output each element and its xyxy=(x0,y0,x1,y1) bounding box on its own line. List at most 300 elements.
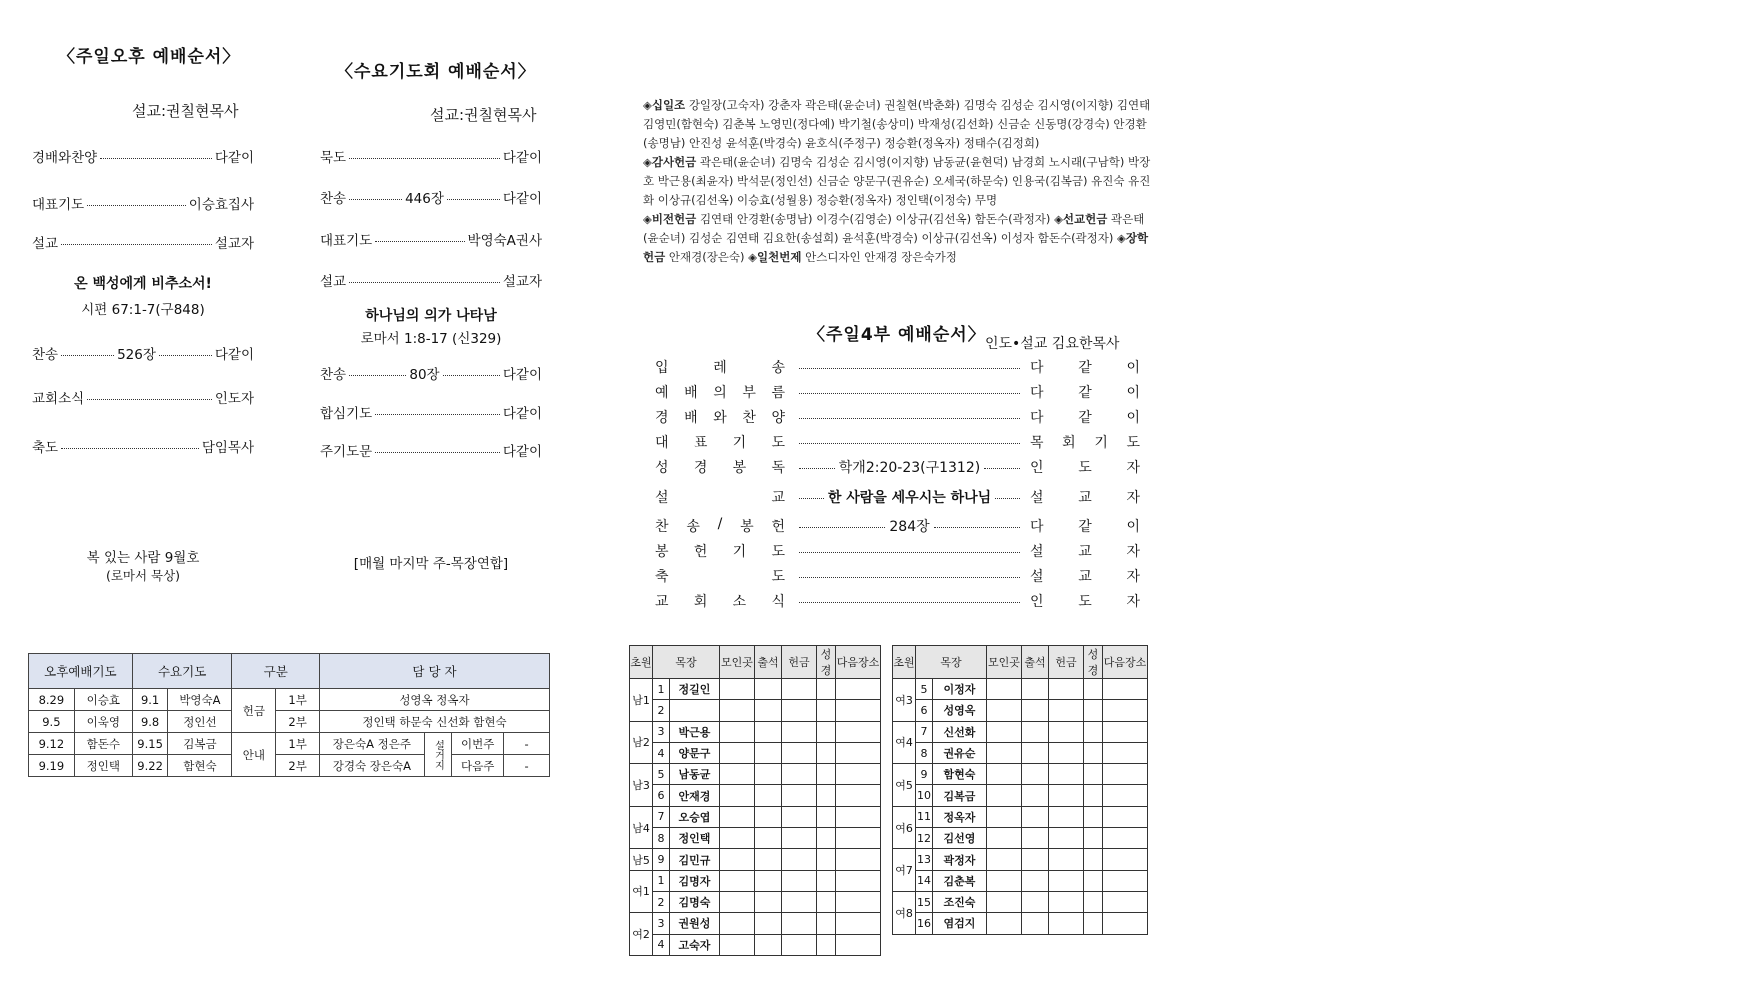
entry-cell[interactable] xyxy=(1084,764,1103,785)
name-cell: 오승엽 xyxy=(670,806,720,827)
table-header xyxy=(630,646,881,679)
entry-cell[interactable] xyxy=(1022,913,1049,934)
wednesday-preacher: 설교:권칠현목사 xyxy=(430,106,537,124)
entry-cell[interactable] xyxy=(836,870,881,891)
number-cell: 13 xyxy=(916,849,933,870)
entry-cell[interactable] xyxy=(720,913,755,934)
entry-cell[interactable] xyxy=(1049,785,1084,806)
table-row xyxy=(630,934,881,955)
table-row xyxy=(630,700,881,721)
entry-cell[interactable] xyxy=(987,679,1022,700)
name-cell: 김명숙 xyxy=(670,891,720,912)
cell: - xyxy=(504,733,550,755)
offering-names: 김연태 안경환(송명남) 이경수(김영순) 이상규(김선옥) 함돈수(곽정자) xyxy=(699,212,1051,226)
offering-names: 안스디자인 안재경 장은숙가정 xyxy=(805,250,957,264)
cell: 정인택 하문숙 신선화 함현숙 xyxy=(319,711,549,733)
entry-cell[interactable] xyxy=(755,934,782,955)
entry-cell[interactable] xyxy=(720,679,755,700)
entry-cell[interactable] xyxy=(755,913,782,934)
sunday-pm-item: 대표기도 이승효집사 xyxy=(32,197,254,213)
number-cell: 2 xyxy=(653,700,670,721)
entry-cell[interactable] xyxy=(1084,679,1103,700)
cell: 9.1 xyxy=(132,689,168,711)
sunday4-row xyxy=(655,407,1140,427)
table-row xyxy=(893,742,1148,763)
entry-cell[interactable] xyxy=(1103,700,1148,721)
name-cell: 곽정자 xyxy=(933,849,987,870)
sunday-pm-sermon-ref: 시편 67:1-7(구848) xyxy=(81,302,205,318)
wednesday-title: 〈수요기도회 예배순서〉 xyxy=(336,62,536,82)
name-cell: 남동균 xyxy=(670,764,720,785)
entry-cell[interactable] xyxy=(987,785,1022,806)
entry-cell[interactable] xyxy=(1022,828,1049,849)
cell: 박영숙A xyxy=(168,689,232,711)
sunday4-title: 〈주일4부 예배순서〉 xyxy=(808,325,986,345)
entry-cell[interactable] xyxy=(987,891,1022,912)
header-cell: 다음장소 xyxy=(836,646,881,679)
group-cell: 남1 xyxy=(630,679,653,722)
table-row xyxy=(630,785,881,806)
table-header xyxy=(29,654,550,689)
entry-cell[interactable] xyxy=(987,913,1022,934)
entry-cell[interactable] xyxy=(782,721,817,742)
entry-cell[interactable] xyxy=(1049,721,1084,742)
sunday4-leader: 인도•설교 김요한목사 xyxy=(985,336,1120,352)
offering-label: ◈감사헌금 xyxy=(643,155,697,169)
offering-label: ◈십일조 xyxy=(643,98,686,112)
sunday4-item-person: 인 도 자 xyxy=(1030,594,1140,610)
sunday4-item-person: 설 교 자 xyxy=(1030,544,1140,560)
entry-cell[interactable] xyxy=(1084,785,1103,806)
entry-cell[interactable] xyxy=(1022,742,1049,763)
entry-cell[interactable] xyxy=(755,891,782,912)
entry-cell[interactable] xyxy=(1084,891,1103,912)
header-cell: 담 당 자 xyxy=(319,654,549,689)
sunday4-item-detail xyxy=(799,580,1020,581)
table-row xyxy=(893,700,1148,721)
table-row xyxy=(29,733,550,755)
cell: 정인택 xyxy=(74,755,132,777)
sunday4-item-label: 경 배 와 찬 양 xyxy=(655,410,785,426)
sunday4-row xyxy=(655,591,1140,611)
cell: 9.19 xyxy=(29,755,75,777)
header-cell: 출석 xyxy=(755,646,782,679)
entry-cell[interactable] xyxy=(1022,721,1049,742)
entry-cell[interactable] xyxy=(1022,679,1049,700)
offering-names: 곽은태(윤순녀) 김명숙 김성순 김시영(이지향) 남동균(윤현덕) 남경희 노시래(구남학) 박장호 박근용(최윤자) 박석문(정인선) 신금순 양문구(권유순) 오세국(하문숙) 인용국(김복금) 유진숙 유진화 이상규(김선옥) 이승효(성월용) 정승환(정옥자) 정인택(이정숙) 무명 xyxy=(643,155,1151,207)
name-cell: 정옥자 xyxy=(933,806,987,827)
group-cell: 남4 xyxy=(630,806,653,849)
number-cell: 5 xyxy=(916,679,933,700)
entry-cell[interactable] xyxy=(1084,700,1103,721)
entry-cell[interactable] xyxy=(720,785,755,806)
name-cell: 박근용 xyxy=(670,721,720,742)
table-row xyxy=(630,721,881,742)
cell: 이승효 xyxy=(74,689,132,711)
entry-cell[interactable] xyxy=(720,700,755,721)
entry-cell[interactable] xyxy=(817,700,836,721)
cell: 9.5 xyxy=(29,711,75,733)
entry-cell[interactable] xyxy=(1022,806,1049,827)
entry-cell[interactable] xyxy=(755,828,782,849)
header-cell: 목장 xyxy=(916,646,987,679)
table-row xyxy=(29,689,550,711)
entry-cell[interactable] xyxy=(1022,891,1049,912)
table-row xyxy=(893,828,1148,849)
entry-cell[interactable] xyxy=(987,806,1022,827)
group-cell: 남3 xyxy=(630,764,653,807)
entry-cell[interactable] xyxy=(836,764,881,785)
entry-cell[interactable] xyxy=(755,849,782,870)
wednesday-item: 찬송 80장 다같이 xyxy=(320,367,543,383)
sunday4-item-label: 성 경 봉 독 xyxy=(655,460,785,476)
sunday4-item-label: 설 교 xyxy=(655,490,785,506)
table-header xyxy=(893,646,1148,679)
sunday-pm-preacher: 설교:권칠현목사 xyxy=(132,102,239,120)
entry-cell[interactable] xyxy=(782,934,817,955)
entry-cell[interactable] xyxy=(782,913,817,934)
cell: 안내 xyxy=(232,733,276,777)
entry-cell[interactable] xyxy=(1049,700,1084,721)
table-row xyxy=(29,711,550,733)
sunday4-item-detail xyxy=(799,421,1020,422)
entry-cell[interactable] xyxy=(1084,742,1103,763)
number-cell: 7 xyxy=(916,721,933,742)
entry-cell[interactable] xyxy=(1084,870,1103,891)
entry-cell[interactable] xyxy=(782,764,817,785)
cell: 김복금 xyxy=(168,733,232,755)
entry-cell[interactable] xyxy=(1049,891,1084,912)
entry-cell[interactable] xyxy=(782,806,817,827)
entry-cell[interactable] xyxy=(1084,828,1103,849)
name-cell: 김복금 xyxy=(933,785,987,806)
sunday4-item-detail: 284장 xyxy=(799,516,1020,536)
name-cell: 정인택 xyxy=(670,828,720,849)
entry-cell[interactable] xyxy=(755,679,782,700)
entry-cell[interactable] xyxy=(817,913,836,934)
entry-cell[interactable] xyxy=(817,934,836,955)
sunday4-row xyxy=(655,566,1140,586)
sunday4-item-label: 입 레 송 xyxy=(655,360,785,376)
entry-cell[interactable] xyxy=(1049,764,1084,785)
table-row xyxy=(630,849,881,870)
wednesday-sermon-title: 하나님의 의가 나타남 xyxy=(365,308,497,324)
entry-cell[interactable] xyxy=(1022,764,1049,785)
entry-cell[interactable] xyxy=(836,934,881,955)
entry-cell[interactable] xyxy=(1103,891,1148,912)
number-cell: 10 xyxy=(916,785,933,806)
entry-cell[interactable] xyxy=(755,806,782,827)
entry-cell[interactable] xyxy=(1022,849,1049,870)
sunday4-row xyxy=(655,516,1140,536)
entry-cell[interactable] xyxy=(836,785,881,806)
name-cell: 이정자 xyxy=(933,679,987,700)
table-row xyxy=(893,785,1148,806)
entry-cell[interactable] xyxy=(1084,806,1103,827)
entry-cell[interactable] xyxy=(1022,785,1049,806)
sunday-pm-title: 〈주일오후 예배순서〉 xyxy=(58,47,241,67)
entry-cell[interactable] xyxy=(782,828,817,849)
cell: 헌금 xyxy=(232,689,276,733)
entry-cell[interactable] xyxy=(782,679,817,700)
entry-cell[interactable] xyxy=(817,764,836,785)
table-row xyxy=(893,870,1148,891)
entry-cell[interactable] xyxy=(720,891,755,912)
entry-cell[interactable] xyxy=(720,742,755,763)
entry-cell[interactable] xyxy=(720,849,755,870)
sunday4-item-person: 다 같 이 xyxy=(1030,519,1140,535)
entry-cell[interactable] xyxy=(720,806,755,827)
entry-cell[interactable] xyxy=(817,849,836,870)
sunday4-row xyxy=(655,457,1140,477)
entry-cell[interactable] xyxy=(987,828,1022,849)
offering-label: ◈선교헌금 xyxy=(1054,212,1108,226)
group-cell: 여2 xyxy=(630,913,653,956)
cell: 2부 xyxy=(276,755,320,777)
entry-cell[interactable] xyxy=(836,828,881,849)
sunday4-item-person: 목 회 기 도 xyxy=(1030,435,1140,451)
entry-cell[interactable] xyxy=(987,849,1022,870)
entry-cell[interactable] xyxy=(836,742,881,763)
entry-cell[interactable] xyxy=(817,891,836,912)
entry-cell[interactable] xyxy=(782,849,817,870)
entry-cell[interactable] xyxy=(755,721,782,742)
sunday-pm-item: 축도 담임목사 xyxy=(32,440,254,456)
entry-cell[interactable] xyxy=(720,764,755,785)
cell: 함현숙 xyxy=(168,755,232,777)
cell: 8.29 xyxy=(29,689,75,711)
entry-cell[interactable] xyxy=(1103,870,1148,891)
header-cell: 초원 xyxy=(630,646,653,679)
table-row xyxy=(893,679,1148,700)
entry-cell[interactable] xyxy=(1103,849,1148,870)
sunday4-item-label: 예 배 의 부 름 xyxy=(655,385,785,401)
entry-cell[interactable] xyxy=(1084,721,1103,742)
entry-cell[interactable] xyxy=(987,764,1022,785)
entry-cell[interactable] xyxy=(1049,870,1084,891)
number-cell: 16 xyxy=(916,913,933,934)
entry-cell[interactable] xyxy=(782,891,817,912)
name-cell: 조진숙 xyxy=(933,891,987,912)
entry-cell[interactable] xyxy=(836,913,881,934)
sunday-pm-item: 경배와찬양 다같이 xyxy=(32,150,254,166)
entry-cell[interactable] xyxy=(1103,742,1148,763)
entry-cell[interactable] xyxy=(987,700,1022,721)
table-row xyxy=(893,764,1148,785)
name-cell: 염검지 xyxy=(933,913,987,934)
entry-cell[interactable] xyxy=(817,785,836,806)
wednesday-item: 찬송 446장 다같이 xyxy=(320,191,542,207)
cell: 9.8 xyxy=(132,711,168,733)
number-cell: 14 xyxy=(916,870,933,891)
entry-cell[interactable] xyxy=(755,764,782,785)
entry-cell[interactable] xyxy=(1084,849,1103,870)
table-row xyxy=(630,828,881,849)
table-row xyxy=(630,679,881,700)
header-cell: 헌금 xyxy=(782,646,817,679)
entry-cell[interactable] xyxy=(817,721,836,742)
entry-cell[interactable] xyxy=(782,785,817,806)
entry-cell[interactable] xyxy=(836,891,881,912)
table-row xyxy=(893,721,1148,742)
number-cell: 6 xyxy=(916,700,933,721)
cell: 1부 xyxy=(276,689,320,711)
entry-cell[interactable] xyxy=(836,679,881,700)
sunday-pm-item: 찬송 526장 다같이 xyxy=(32,347,254,363)
number-cell: 9 xyxy=(916,764,933,785)
entry-cell[interactable] xyxy=(1103,764,1148,785)
entry-cell[interactable] xyxy=(1049,806,1084,827)
entry-cell[interactable] xyxy=(1103,828,1148,849)
name-cell xyxy=(670,700,720,721)
table-row xyxy=(630,913,881,934)
header-cell: 헌금 xyxy=(1049,646,1084,679)
sunday-pm-item: 교회소식 인도자 xyxy=(32,391,254,407)
table-row xyxy=(630,891,881,912)
sunday4-item-label: 교 회 소 식 xyxy=(655,594,785,610)
sunday4-item-detail xyxy=(799,555,1020,556)
number-cell: 6 xyxy=(653,785,670,806)
cell: 다음주 xyxy=(452,755,504,777)
entry-cell[interactable] xyxy=(782,870,817,891)
group-cell: 여3 xyxy=(893,679,916,722)
name-cell: 양문구 xyxy=(670,742,720,763)
entry-cell[interactable] xyxy=(1049,849,1084,870)
entry-cell[interactable] xyxy=(782,742,817,763)
group-cell: 여1 xyxy=(630,870,653,913)
entry-cell[interactable] xyxy=(1022,870,1049,891)
sunday4-item-detail xyxy=(799,396,1020,397)
name-cell: 김선영 xyxy=(933,828,987,849)
header-cell: 오후예배기도 xyxy=(29,654,133,689)
entry-cell[interactable] xyxy=(720,721,755,742)
table-row xyxy=(630,870,881,891)
sunday4-item-person: 인 도 자 xyxy=(1030,460,1140,476)
entry-cell[interactable] xyxy=(987,742,1022,763)
entry-cell[interactable] xyxy=(1103,785,1148,806)
sunday4-row xyxy=(655,357,1140,377)
name-cell: 정길인 xyxy=(670,679,720,700)
sunday4-item-detail: 한 사람을 세우시는 하나님 xyxy=(799,487,1020,507)
number-cell: 4 xyxy=(653,742,670,763)
entry-cell[interactable] xyxy=(755,870,782,891)
sunday4-row xyxy=(655,487,1140,507)
sunday4-item-label: 축 도 xyxy=(655,569,785,585)
group-cell: 여8 xyxy=(893,891,916,934)
group-cell: 남5 xyxy=(630,849,653,870)
table-row xyxy=(893,806,1148,827)
name-cell: 김춘복 xyxy=(933,870,987,891)
entry-cell[interactable] xyxy=(1049,913,1084,934)
entry-cell[interactable] xyxy=(1103,721,1148,742)
sunday4-row xyxy=(655,432,1140,452)
header-cell: 수요기도 xyxy=(132,654,232,689)
sunday4-item-detail xyxy=(799,446,1020,447)
number-cell: 15 xyxy=(916,891,933,912)
entry-cell[interactable] xyxy=(1049,679,1084,700)
number-cell: 1 xyxy=(653,679,670,700)
name-cell: 성영옥 xyxy=(933,700,987,721)
sunday4-item-detail xyxy=(799,605,1020,606)
wednesday-item: 설교 설교자 xyxy=(320,274,542,290)
entry-cell[interactable] xyxy=(755,700,782,721)
header-cell: 목장 xyxy=(653,646,720,679)
entry-cell[interactable] xyxy=(987,870,1022,891)
sunday4-item-label: 대 표 기 도 xyxy=(655,435,785,451)
entry-cell[interactable] xyxy=(836,849,881,870)
entry-cell[interactable] xyxy=(755,785,782,806)
wednesday-item: 묵도 다같이 xyxy=(320,150,542,166)
entry-cell[interactable] xyxy=(1103,913,1148,934)
name-cell: 김민규 xyxy=(670,849,720,870)
number-cell: 4 xyxy=(653,934,670,955)
name-cell: 권원성 xyxy=(670,913,720,934)
entry-cell[interactable] xyxy=(1103,679,1148,700)
cell: 2부 xyxy=(276,711,320,733)
header-cell: 출석 xyxy=(1022,646,1049,679)
name-cell: 안재경 xyxy=(670,785,720,806)
group-cell: 여4 xyxy=(893,721,916,764)
sunday4-item-label: 봉 헌 기 도 xyxy=(655,544,785,560)
number-cell: 8 xyxy=(916,742,933,763)
entry-cell[interactable] xyxy=(755,742,782,763)
number-cell: 3 xyxy=(653,721,670,742)
name-cell: 함현숙 xyxy=(933,764,987,785)
entry-cell[interactable] xyxy=(1084,913,1103,934)
header-cell: 성경 xyxy=(817,646,836,679)
entry-cell[interactable] xyxy=(987,721,1022,742)
entry-cell[interactable] xyxy=(817,828,836,849)
entry-cell[interactable] xyxy=(836,806,881,827)
wednesday-item: 주기도문 다같이 xyxy=(320,444,542,460)
name-cell: 신선화 xyxy=(933,721,987,742)
entry-cell[interactable] xyxy=(1049,742,1084,763)
sunday4-item-label: 찬 송 / 봉 헌 xyxy=(655,516,785,535)
entry-cell[interactable] xyxy=(817,870,836,891)
entry-cell[interactable] xyxy=(817,806,836,827)
entry-cell[interactable] xyxy=(817,742,836,763)
cell: 9.12 xyxy=(29,733,75,755)
sunday4-item-person: 설 교 자 xyxy=(1030,569,1140,585)
offering-label: ◈장학헌금 xyxy=(643,231,1149,264)
number-cell: 5 xyxy=(653,764,670,785)
entry-cell[interactable] xyxy=(720,828,755,849)
offering-names: 강일장(고숙자) 강춘자 곽은태(윤순녀) 권칠현(박춘화) 김명숙 김성순 김시영(이지향) 김연태 김영민(함현숙) 김춘복 노영민(정다예) 박기철(송상미) 박재성(김선화) 신금순 신동명(강경숙) 안경환(송명남) 안진성 윤석훈(박경숙) 윤호식(주정구) 정승환(정옥자) 정태수(김정희) xyxy=(643,98,1151,150)
cell: 9.15 xyxy=(132,733,168,755)
header-cell: 초원 xyxy=(893,646,916,679)
cell: 이욱영 xyxy=(74,711,132,733)
number-cell: 7 xyxy=(653,806,670,827)
entry-cell[interactable] xyxy=(817,679,836,700)
entry-cell[interactable] xyxy=(1022,700,1049,721)
offering-label: ◈일천번제 xyxy=(748,250,802,264)
entry-cell[interactable] xyxy=(836,700,881,721)
entry-cell[interactable] xyxy=(782,700,817,721)
entry-cell[interactable] xyxy=(1103,806,1148,827)
sunday4-item-detail xyxy=(799,371,1020,372)
entry-cell[interactable] xyxy=(720,870,755,891)
table-row xyxy=(29,755,550,777)
entry-cell[interactable] xyxy=(720,934,755,955)
entry-cell[interactable] xyxy=(1049,828,1084,849)
wednesday-sermon-ref: 로마서 1:8-17 (신329) xyxy=(360,331,502,347)
sunday4-item-person: 다 같 이 xyxy=(1030,410,1140,426)
cell: 9.22 xyxy=(132,755,168,777)
group-cell: 남2 xyxy=(630,721,653,764)
number-cell: 1 xyxy=(653,870,670,891)
entry-cell[interactable] xyxy=(836,721,881,742)
offering-names: 안재경(장은숙) xyxy=(668,250,745,264)
